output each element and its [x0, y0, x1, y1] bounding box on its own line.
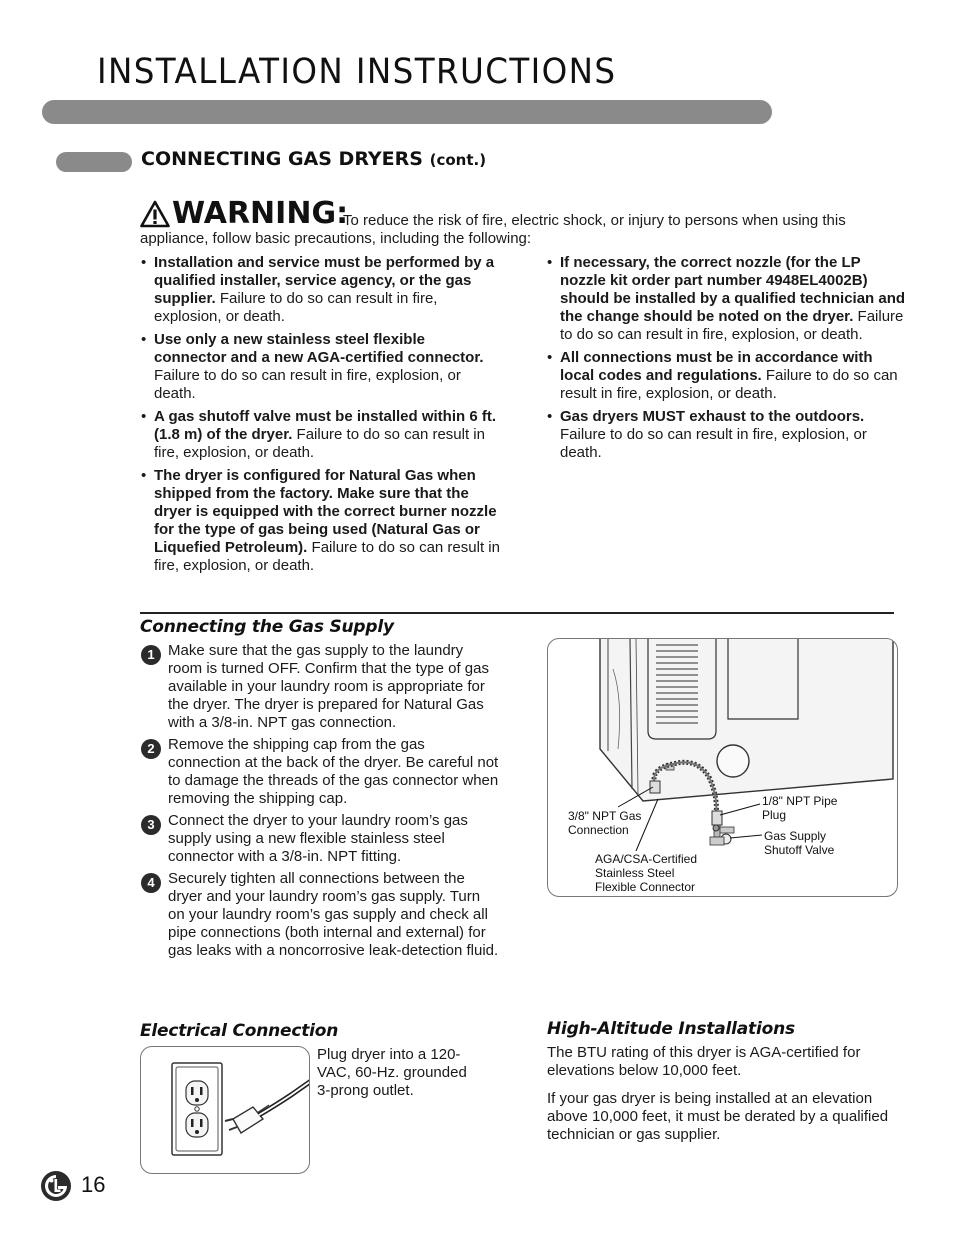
callout-line: Gas Supply [764, 829, 827, 843]
pipe-plug-label [762, 794, 837, 822]
warning-item-bold: The dryer is configured for Natural Gas when shipped from the factory. Make sure that the dryer is equipped with the correct burner nozzle for the type of gas being used (Natural Gas or Liquefied Petroleum). [154, 467, 497, 556]
warning-item [546, 408, 908, 462]
callout-line: Plug [762, 808, 787, 822]
section-heading-suffix: (cont.) [429, 151, 487, 169]
warning-item-bold: Gas dryers MUST exhaust to the outdoors. [560, 408, 865, 425]
section-divider [140, 612, 894, 614]
callout-line: Flexible Connector [595, 880, 696, 894]
warning-item [140, 408, 500, 462]
warning-item-bold: If necessary, the correct nozzle (for the LP nozzle kit order part number 4948EL4002B) should be installed by a qualified technician and the change should be noted on the dryer. [560, 254, 906, 325]
callout-line: Shutoff Valve [764, 843, 835, 857]
step-text: Connect the dryer to your laundry room’s gas supply using a new flexible stainless steel connector with a 3/8-in. NPT fitting. [168, 812, 468, 865]
section-heading-text: CONNECTING GAS DRYERS [141, 148, 423, 170]
warning-item [140, 467, 500, 575]
step-number-badge: 1 [141, 645, 161, 665]
electrical-text: Plug dryer into a 120-VAC, 60-Hz. grounded 3-prong outlet. [317, 1046, 467, 1099]
high-altitude-paragraph-2: If your gas dryer is being installed at an elevation above 10,000 feet, it must be derated by a qualified technician or gas supplier. [547, 1090, 889, 1143]
warning-item-text: Failure to do so can result in fire, explosion, or death. [154, 367, 461, 402]
section-pill-decoration [56, 152, 132, 172]
warning-item-bold: Installation and service must be performed by a qualified installer, service agency, or the gas supplier. [154, 254, 495, 307]
step-text: Make sure that the gas supply to the laundry room is turned OFF. Confirm that the type of gas available in your laundry room is appropriate for the dryer. The dryer is prepared for Natural Gas with a 3/8-in. NPT gas connection. [168, 642, 489, 731]
warning-lead-line1: To reduce the risk of fire, electric shock, or injury to persons when using this [343, 212, 846, 229]
warning-lead-line2: appliance, follow basic precautions, including the following: [140, 230, 532, 247]
step-text: Securely tighten all connections between the dryer and your laundry room’s gas supply. Turn on your laundry room’s gas supply and check all pipe connections (both internal and external) for gas leaks with a noncorrosive leak-detection fluid. [168, 870, 499, 959]
shutoff-valve-label [764, 829, 834, 857]
outlet-plug-icon [141, 1047, 310, 1174]
electrical-heading: Electrical Connection [140, 1021, 339, 1041]
page-number: 16 [81, 1172, 106, 1197]
flexible-connector-label [595, 852, 697, 894]
gas-supply-heading: Connecting the Gas Supply [140, 617, 394, 637]
warning-item-bold: A gas shutoff valve must be installed within 6 ft. (1.8 m) of the dryer. [154, 408, 496, 443]
section-heading [141, 148, 486, 170]
warning-item [140, 331, 500, 403]
warning-item-text: Failure to do so can result in fire, explosion, or death. [154, 426, 485, 461]
warning-item [546, 349, 908, 403]
warning-item-text: Failure to do so can result in fire, explosion, or death. [154, 290, 438, 325]
warning-item-text: Failure to do so can result in fire, explosion, or death. [560, 308, 904, 343]
warning-item-bold: All connections must be in accordance with local codes and regulations. [560, 349, 873, 384]
callout-line: 1/8" NPT Pipe [762, 794, 838, 808]
step-number-badge: 2 [141, 739, 161, 759]
warning-item [140, 254, 500, 326]
high-altitude-paragraph-1: The BTU rating of this dryer is AGA-certified for elevations below 10,000 feet. [547, 1044, 861, 1079]
title-bar-decoration [42, 100, 772, 124]
step-item [140, 812, 500, 866]
callout-line: Connection [568, 823, 629, 837]
warning-item [546, 254, 908, 344]
step-item [140, 870, 500, 960]
warning-title [140, 196, 348, 231]
warning-list-right [546, 254, 908, 467]
gas-connection-diagram [547, 638, 898, 897]
warning-triangle-icon [140, 200, 170, 228]
callout-line: Stainless Steel [595, 866, 675, 880]
warning-list-left [140, 254, 500, 580]
warning-item-bold: Use only a new stainless steel flexible connector and a new AGA-certified connector. [154, 331, 484, 366]
warning-item-text: Failure to do so can result in fire, explosion, or death. [154, 539, 500, 574]
step-item [140, 642, 500, 732]
warning-label: WARNING: [172, 196, 349, 231]
gas-supply-steps [140, 642, 500, 964]
lg-logo-icon [40, 1170, 72, 1202]
warning-item-text: Failure to do so can result in fire, explosion, or death. [560, 426, 867, 461]
step-number-badge: 3 [141, 815, 161, 835]
npt-gas-connection-label [568, 809, 641, 837]
callout-line: 3/8" NPT Gas [568, 809, 642, 823]
high-altitude-heading: High-Altitude Installations [547, 1019, 795, 1039]
callout-line: AGA/CSA-Certified [595, 852, 698, 866]
step-item [140, 736, 500, 808]
step-text: Remove the shipping cap from the gas connection at the back of the dryer. Be careful not to damage the threads of the gas connector when removing the shipping cap. [168, 736, 499, 807]
outlet-illustration [140, 1046, 310, 1174]
warning-item-text: Failure to do so can result in fire, explosion, or death. [560, 367, 898, 402]
page-title: INSTALLATION INSTRUCTIONS [97, 52, 617, 92]
step-number-badge: 4 [141, 873, 161, 893]
